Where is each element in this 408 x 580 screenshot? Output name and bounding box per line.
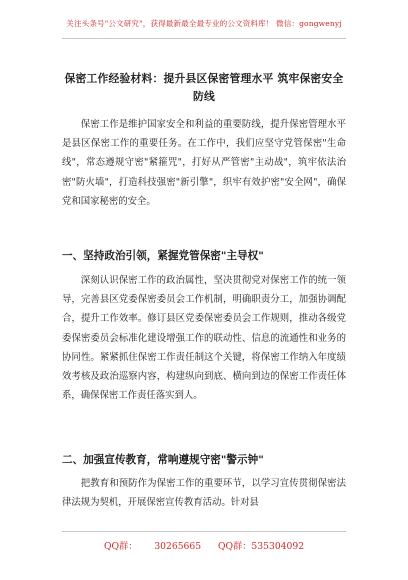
section-1-paragraph: 深刻认识保密工作的政治属性，坚决贯彻党对保密工作的统一领导，完善县区党委保密委员会工作机制，明确职责分工，加强协调配合，提升工作效率。修订县区党委保密委员会工作规则，推动各级党委保密委员会标准化建设增强工作的联动性、信息的流通性和业务的协同性。紧紧抓住保密工作责任制这个关键，将保密工作纳入年度绩效考核及政治巡察内容，构建纵向到底、横向到边的保密工作责任体系，确保保密工作责任落实到人。 xyxy=(62,275,346,402)
header-divider xyxy=(62,38,346,39)
document-title xyxy=(62,70,346,106)
section-2-heading: 二、加强宣传教育，常响遵规守密"警示钟" xyxy=(62,454,264,466)
section-2-paragraph: 把教育和预防作为保密工作的重要环节，以学习宣传贯彻保密法律法规为契机，开展保密宣传教育活动。针对县 xyxy=(62,478,346,509)
title-line-2: 防线 xyxy=(193,90,215,103)
footer-divider xyxy=(62,531,346,532)
footer-qq-groups: QQ群： 30265665 QQ群：535304092 xyxy=(103,541,305,552)
section-1-heading: 一、坚持政治引领，紧握党管保密"主导权" xyxy=(62,250,264,262)
title-line-1: 保密工作经验材料：提升县区保密管理水平 筑牢保密安全 xyxy=(64,72,344,85)
intro-paragraph: 保密工作是维护国家安全和利益的重要防线，提升保密管理水平是县区保密工作的重要任务。在工作中，我们应坚守党管保密"生命线"，常态遵规守密"紧箍咒"，打好从严管密"主动战"，筑牢依法治密"防火墙"，打造科技强密"新引擎"，织牢有效护密"安全网"，确保党和国家秘密的安全。 xyxy=(62,119,346,207)
header-banner: 关注头条号"公文研究"，获得最新最全最专业的公文资料库！ 微信：gongwenyj xyxy=(66,19,342,28)
